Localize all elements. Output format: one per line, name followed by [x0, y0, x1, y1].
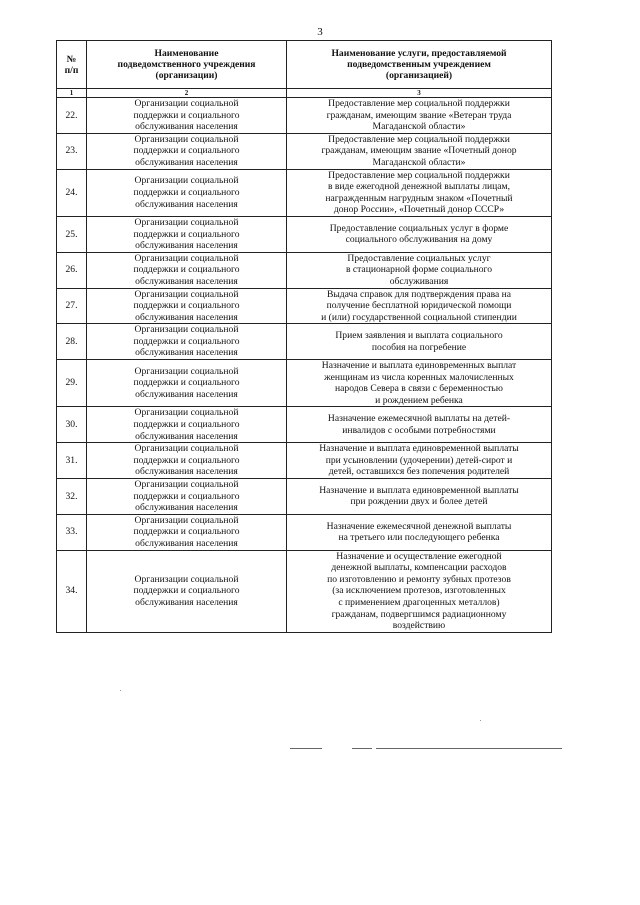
- service-line: Назначение ежемесячной выплаты на детей-: [327, 413, 511, 425]
- service-cell: [287, 288, 552, 324]
- organization-line: обслуживания населения: [135, 347, 238, 359]
- organization-line: обслуживания населения: [135, 156, 238, 168]
- header-organization: [87, 41, 287, 89]
- service-cell: [287, 479, 552, 515]
- organization-line: Организации социальной: [134, 216, 239, 228]
- service-line: Выдача справок для подтверждения права на: [326, 288, 512, 300]
- service-line: гражданам, подвергшимся радиационному: [331, 608, 507, 620]
- organization-line: поддержки и социального: [133, 145, 240, 157]
- organization-line: обслуживания населения: [135, 430, 238, 442]
- service-line: при усыновлении (удочерении) детей-сирот и: [325, 454, 513, 466]
- signature-rule: [376, 748, 562, 749]
- service-line: гражданам, имеющим звание «Почетный донор: [321, 145, 517, 157]
- organization-line: поддержки и социального: [133, 526, 240, 538]
- services-table: [56, 40, 552, 633]
- service-cell: [287, 252, 552, 288]
- service-line: пособия на погребение: [371, 341, 467, 353]
- service-line: социального обслуживания на дому: [345, 234, 493, 246]
- header-service: [287, 41, 552, 89]
- row-number: 23.: [57, 133, 87, 169]
- organization-line: Организации социальной: [134, 365, 239, 377]
- scan-speck: [480, 720, 481, 721]
- service-line: воздействию: [392, 620, 446, 632]
- table-row: [57, 514, 552, 550]
- table-row: [57, 133, 552, 169]
- header-num: [57, 41, 87, 89]
- service-line: на третьего или последующего ребенка: [338, 532, 500, 544]
- table-row: [57, 252, 552, 288]
- service-cell: [287, 514, 552, 550]
- service-line: Назначение и осуществление ежегодной: [336, 550, 502, 562]
- header-organization-line: Наименование: [154, 48, 219, 59]
- organization-line: обслуживания населения: [135, 502, 238, 514]
- service-line: (за исключением протезов, изготовленных: [332, 585, 506, 597]
- organization-cell: [87, 360, 287, 407]
- service-line: народов Севера в связи с беременностью: [335, 383, 503, 395]
- table-row: [57, 216, 552, 252]
- service-line: Предоставление социальных услуг в форме: [329, 222, 509, 234]
- service-line: Назначение ежемесячной денежной выплаты: [326, 520, 512, 532]
- column-number-row: [57, 89, 552, 98]
- organization-line: Организации социальной: [134, 98, 239, 109]
- organization-line: Организации социальной: [134, 252, 239, 264]
- service-line: по изготовлению и ремонту зубных протезов: [327, 573, 511, 585]
- service-line: Предоставление мер социальной поддержки: [328, 133, 510, 145]
- service-line: Предоставление социальных услуг: [347, 252, 491, 264]
- service-cell: [287, 98, 552, 134]
- organization-line: поддержки и социального: [133, 335, 240, 347]
- organization-cell: [87, 288, 287, 324]
- organization-line: Организации социальной: [134, 407, 239, 419]
- row-number: 34.: [57, 550, 87, 632]
- service-line: Назначение и выплата единовременных выплат: [321, 360, 517, 372]
- service-line: Назначение и выплата единовременной выплаты: [319, 443, 519, 455]
- table-row: [57, 288, 552, 324]
- service-line: Магаданской области»: [372, 156, 466, 168]
- organization-line: Организации социальной: [134, 288, 239, 300]
- service-line: денежной выплаты, компенсации расходов: [331, 562, 507, 574]
- organization-line: поддержки и социального: [133, 186, 240, 198]
- row-number: 26.: [57, 252, 87, 288]
- table-row: [57, 169, 552, 216]
- service-line: Предоставление мер социальной поддержки: [328, 98, 510, 109]
- table-row: [57, 550, 552, 632]
- organization-line: поддержки и социального: [133, 585, 240, 597]
- service-line: женщинам из числа коренных малочисленных: [324, 371, 514, 383]
- service-cell: [287, 443, 552, 479]
- organization-line: обслуживания населения: [135, 466, 238, 478]
- page-number: 3: [317, 26, 323, 38]
- service-cell: [287, 407, 552, 443]
- organization-line: обслуживания населения: [135, 121, 238, 133]
- service-line: в виде ежегодной денежной выплаты лицам,: [327, 181, 511, 193]
- service-line: и рождением ребенка: [375, 394, 463, 406]
- organization-line: поддержки и социального: [133, 109, 240, 121]
- service-line: гражданам, имеющим звание «Ветеран труда: [326, 109, 512, 121]
- row-number: 32.: [57, 479, 87, 515]
- service-line: получение бесплатной юридической помощи: [326, 300, 512, 312]
- header-service-line: Наименование услуги, предоставляемой: [331, 48, 507, 59]
- row-number: 27.: [57, 288, 87, 324]
- organization-line: Организации социальной: [134, 479, 239, 490]
- table-body: [57, 89, 552, 633]
- organization-cell: [87, 407, 287, 443]
- organization-line: обслуживания населения: [135, 537, 238, 549]
- organization-line: Организации социальной: [134, 573, 239, 585]
- organization-line: обслуживания населения: [135, 389, 238, 401]
- row-number: 30.: [57, 407, 87, 443]
- organization-line: Организации социальной: [134, 324, 239, 336]
- service-line: Магаданской области»: [372, 121, 466, 133]
- organization-cell: [87, 550, 287, 632]
- table-row: [57, 98, 552, 134]
- organization-cell: [87, 216, 287, 252]
- service-line: Назначение и выплата единовременной выплаты: [319, 484, 519, 496]
- header-organization-line: подведомственного учреждения: [117, 59, 256, 70]
- service-line: Прием заявления и выплата социального: [335, 330, 503, 342]
- organization-line: поддержки и социального: [133, 264, 240, 276]
- organization-line: поддержки и социального: [133, 377, 240, 389]
- service-cell: [287, 216, 552, 252]
- header-num-line: п/п: [64, 64, 79, 76]
- organization-cell: [87, 324, 287, 360]
- header-row: [57, 41, 552, 89]
- row-number: 24.: [57, 169, 87, 216]
- service-cell: [287, 324, 552, 360]
- service-line: инвалидов с особыми потребностями: [342, 424, 496, 436]
- row-number: 25.: [57, 216, 87, 252]
- table-row: [57, 360, 552, 407]
- organization-line: обслуживания населения: [135, 198, 238, 210]
- service-cell: [287, 550, 552, 632]
- service-line: с применением драгоценных металлов): [338, 596, 500, 608]
- organization-cell: [87, 133, 287, 169]
- organization-cell: [87, 479, 287, 515]
- organization-cell: [87, 169, 287, 216]
- organization-line: обслуживания населения: [135, 240, 238, 252]
- service-line: донор России», «Почетный донор СССР»: [333, 204, 505, 216]
- organization-line: поддержки и социального: [133, 454, 240, 466]
- column-number: 3: [287, 89, 552, 98]
- column-number: 1: [57, 89, 87, 98]
- service-line: обслуживания: [389, 275, 449, 287]
- organization-line: поддержки и социального: [133, 490, 240, 502]
- organization-line: Организации социальной: [134, 175, 239, 187]
- service-line: Предоставление мер социальной поддержки: [328, 169, 510, 181]
- organization-cell: [87, 252, 287, 288]
- header-service-line: (организацией): [385, 70, 453, 81]
- row-number: 22.: [57, 98, 87, 134]
- organization-cell: [87, 443, 287, 479]
- scan-speck: [120, 690, 121, 691]
- service-cell: [287, 133, 552, 169]
- table-row: [57, 443, 552, 479]
- organization-line: Организации социальной: [134, 133, 239, 145]
- row-number: 28.: [57, 324, 87, 360]
- organization-line: Организации социальной: [134, 514, 239, 526]
- organization-cell: [87, 98, 287, 134]
- row-number: 29.: [57, 360, 87, 407]
- service-line: в стационарной форме социального: [345, 264, 493, 276]
- organization-line: поддержки и социального: [133, 300, 240, 312]
- organization-line: поддержки и социального: [133, 419, 240, 431]
- service-line: и (или) государственной социальной стипендии: [321, 311, 517, 323]
- row-number: 31.: [57, 443, 87, 479]
- service-line: при рождении двух и более детей: [350, 496, 488, 508]
- organization-line: обслуживания населения: [135, 275, 238, 287]
- header-num-line: №: [66, 53, 77, 65]
- organization-cell: [87, 514, 287, 550]
- organization-line: поддержки и социального: [133, 228, 240, 240]
- header-organization-line: (организации): [155, 70, 218, 81]
- header-service-line: подведомственным учреждением: [347, 59, 491, 70]
- table-row: [57, 407, 552, 443]
- service-cell: [287, 169, 552, 216]
- signature-rule: [352, 748, 372, 749]
- row-number: 33.: [57, 514, 87, 550]
- organization-line: обслуживания населения: [135, 596, 238, 608]
- signature-rule: [290, 748, 322, 749]
- table-row: [57, 324, 552, 360]
- organization-line: обслуживания населения: [135, 311, 238, 323]
- table-row: [57, 479, 552, 515]
- service-cell: [287, 360, 552, 407]
- column-number: 2: [87, 89, 287, 98]
- organization-line: Организации социальной: [134, 443, 239, 455]
- service-line: детей, оставшихся без попечения родителей: [328, 466, 510, 478]
- service-line: награжденным нагрудным знаком «Почетный: [325, 192, 513, 204]
